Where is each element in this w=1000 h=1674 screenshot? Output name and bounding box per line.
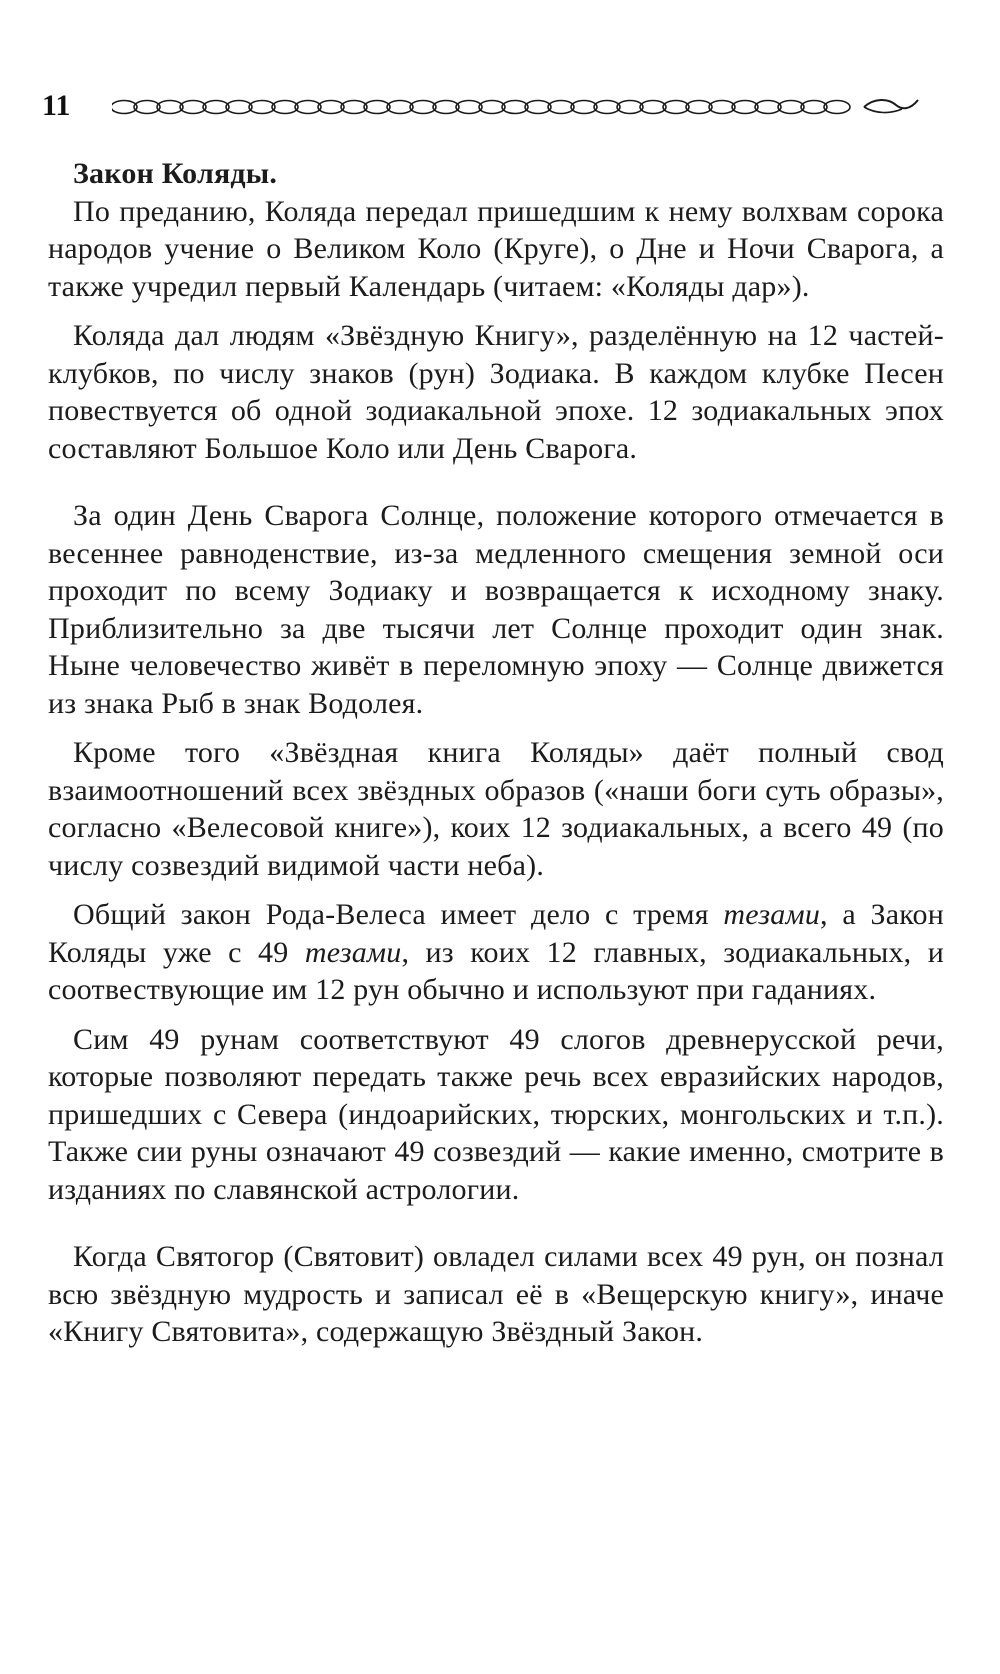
ornament-link [226,101,252,114]
ornament-link [571,101,597,114]
ornament-link [134,101,160,114]
ornament-link [433,101,459,114]
ornament-link [778,101,804,114]
paragraph-1: По преданию, Коляда передал пришедшим к нему волхвам сорока народов учение о Великом Коло (Круге), о Дне и Ночи Сварога, а также учредил первый Календарь (читаем: «Коляды дар»). [48,194,944,303]
ornament-link [709,101,735,114]
ornament-link [341,101,367,114]
ornament-link [525,101,551,114]
ornament-link [732,101,758,114]
ornament-link [548,101,574,114]
ornament-link [824,101,850,114]
page-number: 11 [42,89,71,122]
ornament-link [410,101,436,114]
paragraph-5-italic-2: тезами [304,935,402,969]
ornament-link [180,101,206,114]
ornament-link [502,101,528,114]
ornament-link [364,101,390,114]
ornament-link [157,101,183,114]
ornament-link [755,101,781,114]
ornament-link [663,101,689,114]
paragraph-5 [48,896,944,1009]
paragraph-5-part-c: , а Закон Коляды уже с 49 [48,898,944,969]
ornament-link [686,101,712,114]
decorative-rule-ornament [112,94,922,120]
ornament-link [456,101,482,114]
ornament-link [249,101,275,114]
paragraph-5-part-e: , из коих 12 главных, зодиакальных, и соотвествующие им 12 рун обычно и используют при гаданиях. [48,935,945,1006]
ornament-link [801,101,827,114]
section-heading: Закон Коляды. [73,157,278,190]
ornament-link [640,101,666,114]
page-header [42,86,942,130]
paragraph-7: Когда Святогор (Святовит) овладел силами всех 49 рун, он познал всю звёздную мудрость и записал её в «Вещерскую книгу», иначе «Книгу Святовита», содержащую Звёздный Закон. [48,1240,944,1348]
paragraph-5-part-a: Общий закон Рода-Велеса имеет дело с тремя [73,898,724,931]
paragraph-3: За один День Сварога Солнце, положение которого отмечается в весеннее равноденствие, из-за медленного смещения земной оси проходит по всему Зодиаку и возвращается к исходному знаку. Приблизительно за две тысячи лет Солнце проходит один знак. Ныне человечество живёт в переломную эпоху — Солнце движется из знака Рыб в знак Водолея. [48,499,944,720]
ornament-link [594,101,620,114]
paragraph-2: Коляда дал людям «Звёздную Книгу», разделённую на 12 частей-клубков, по числу знаков (рун) Зодиака. В каждом клубке Песен повествуется об одной зодиакальной эпохе. 12 зодиакальных эпох составляют Большое Коло или День Сварога. [48,319,944,465]
ornament-link [272,101,298,114]
paragraph-5-italic-1: тезами [723,898,821,931]
ornament-link [203,101,229,114]
ornament-link [295,101,321,114]
ornament-link [617,101,643,114]
main-text [48,155,944,1351]
ornament-link [318,101,344,114]
paragraph-4: Кроме того «Звёздная книга Коляды» даёт полный свод взаимоотношений всех звёздных образов («наши боги суть образы», согласно «Велесовой книге»), коих 12 зодиакальных, а всего 49 (по числу созвездий видимой части неба). [48,736,944,882]
ornament-link [479,101,505,114]
paragraph-6: Сим 49 рунам соответствуют 49 слогов древнерусской речи, которые позволяют передать также речь всех евразийских народов, пришедших с Севера (индоарийских, тюрских, монгольских и т.п.). Также сии руны означают 49 созвездий — какие именно, смотрите в изданиях по славянской астрологии. [48,1022,944,1206]
ornament-link [387,101,413,114]
